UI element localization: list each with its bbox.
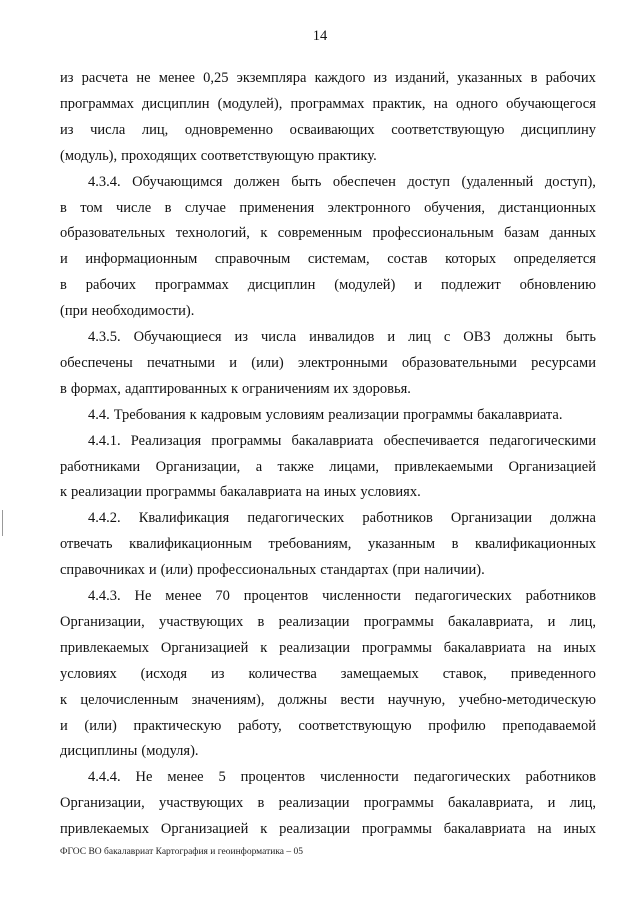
text-line: в том числе в случае применения электронного обучения, дистанционных: [60, 199, 596, 216]
text-line: в формах, адаптированных к ограничениям их здоровья.: [60, 380, 411, 397]
text-line: обеспечены печатными и (или) электронными образовательными ресурсами: [60, 354, 596, 371]
text-line: из расчета не менее 0,25 экземпляра каждого из изданий, указанных в рабочих: [60, 70, 596, 86]
document-footer: ФГОС ВО бакалавриат Картография и геоинформатика – 05: [60, 847, 304, 857]
text-line: (при необходимости).: [60, 303, 195, 320]
text-line: 4.4.3. Не менее 70 процентов численности педагогических работников: [88, 588, 596, 604]
text-line: 4.4. Требования к кадровым условиям реализации программы бакалавриата.: [88, 406, 563, 423]
text-line: к целочисленным значениям), должны вести научную, учебно-методическую: [60, 691, 596, 708]
text-line: к реализации программы бакалавриата на иных условиях.: [60, 484, 421, 501]
text-line: работниками Организации, а также лицами, привлекаемыми Организацией: [60, 458, 596, 475]
scan-margin-mark: [2, 510, 3, 536]
text-line: и информационным справочным системам, состав которых определяется: [60, 251, 596, 268]
text-line: привлекаемых Организацией к реализации программы бакалавриата на иных: [60, 821, 596, 838]
text-line: программах дисциплин (модулей), программах практик, на одного обучающегося: [60, 95, 596, 112]
text-line: в рабочих программах дисциплин (модулей) и подлежит обновлению: [60, 277, 596, 294]
page-number: 14: [312, 28, 328, 44]
text-line: (модуль), проходящих соответствующую практику.: [60, 147, 377, 164]
text-line: Организации, участвующих в реализации программы бакалавриата, и лиц,: [60, 795, 596, 812]
text-line: образовательных технологий, к современным профессиональным базам данных: [60, 225, 596, 242]
text-line: привлекаемых Организацией к реализации программы бакалавриата на иных: [60, 639, 596, 656]
text-line: дисциплины (модуля).: [60, 743, 199, 760]
text-line: 4.4.2. Квалификация педагогических работников Организации должна: [88, 510, 596, 527]
text-line: 4.3.4. Обучающимся должен быть обеспечен доступ (удаленный доступ),: [88, 173, 596, 190]
text-line: справочниках и (или) профессиональных стандартах (при наличии).: [60, 562, 485, 579]
text-line: отвечать квалификационным требованиям, указанным в квалификационных: [60, 536, 596, 553]
text-line: и (или) практическую работу, соответствующую профилю преподаваемой: [60, 717, 596, 734]
text-line: 4.4.1. Реализация программы бакалавриата обеспечивается педагогическими: [88, 432, 596, 449]
text-line: из числа лиц, одновременно осваивающих соответствующую дисциплину: [60, 121, 596, 138]
text-line: условиях (исходя из количества замещаемых ставок, приведенного: [60, 665, 596, 682]
text-line: Организации, участвующих в реализации программы бакалавриата, и лиц,: [60, 613, 596, 630]
text-line: 4.3.5. Обучающиеся из числа инвалидов и лиц с ОВЗ должны быть: [88, 329, 596, 345]
text-line: 4.4.4. Не менее 5 процентов численности педагогических работников: [88, 769, 596, 786]
